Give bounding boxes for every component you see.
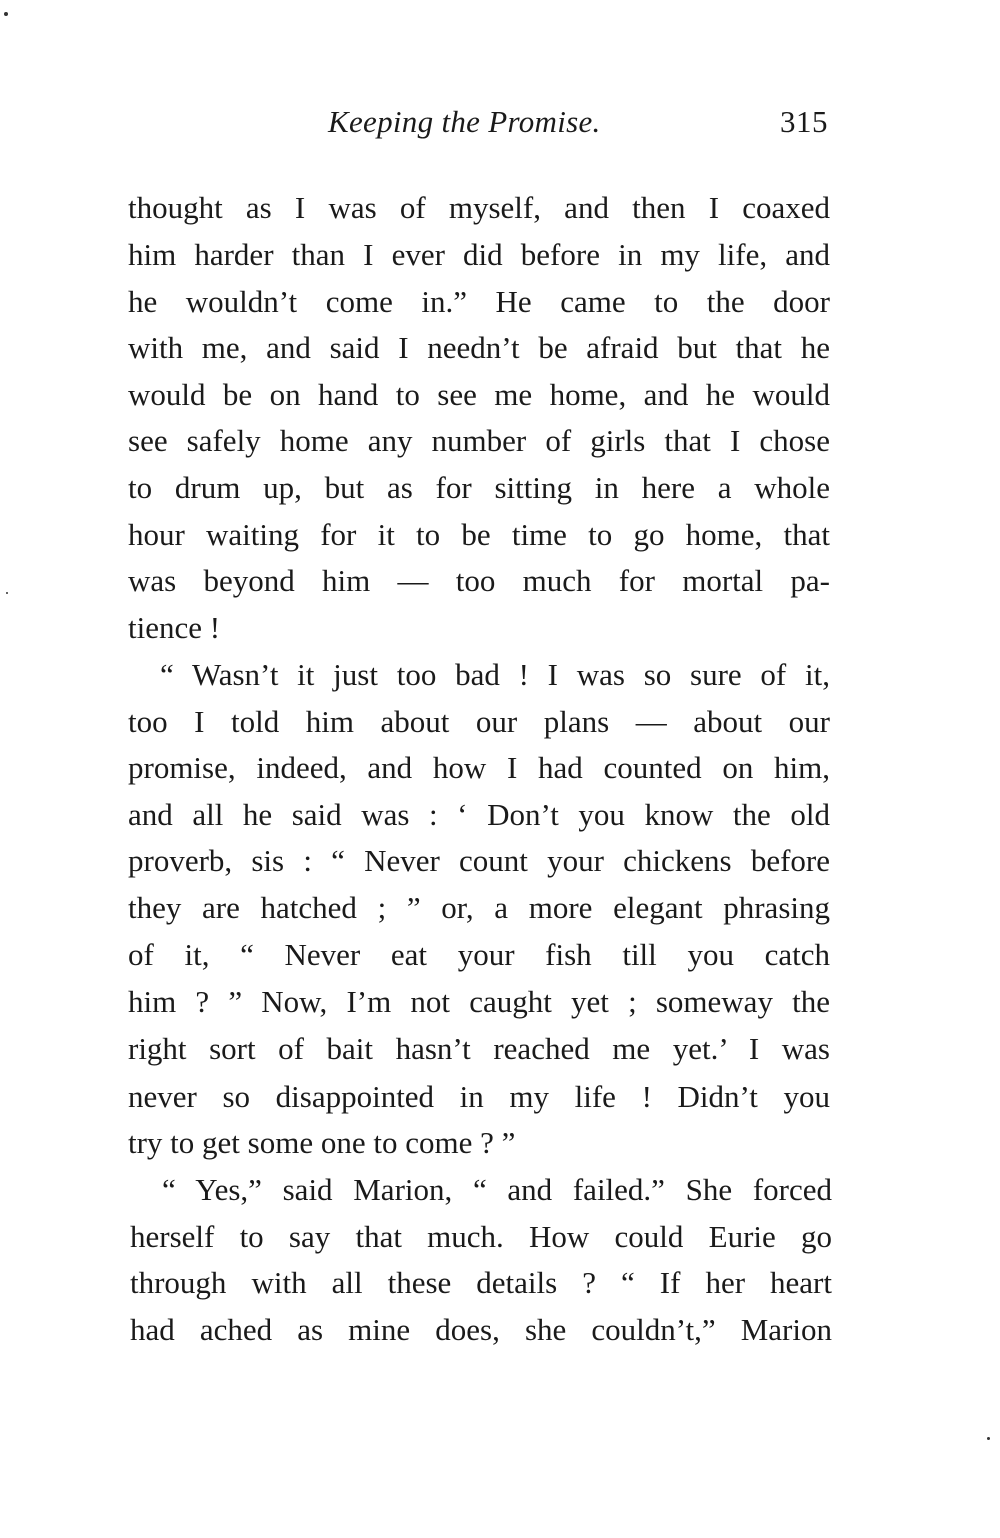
page-number: 315 bbox=[780, 104, 828, 139]
text-line: hour waiting for it to be time to go home, that bbox=[128, 517, 830, 552]
text-line: promise, indeed, and how I had counted on him, bbox=[128, 750, 830, 785]
running-header bbox=[128, 104, 830, 148]
running-title: Keeping the Promise. bbox=[328, 104, 601, 139]
text-line: see safely home any number of girls that I chose bbox=[128, 423, 830, 458]
text-line: tience ! bbox=[128, 610, 221, 645]
text-line: never so disappointed in my life ! Didn’t you bbox=[128, 1079, 830, 1114]
text-line: of it, “ Never eat your fish till you catch bbox=[128, 937, 830, 972]
text-line: through with all these details ? “ If her heart bbox=[130, 1265, 832, 1300]
scan-speck bbox=[4, 12, 8, 16]
text-line: had ached as mine does, she couldn’t,” Marion bbox=[130, 1312, 832, 1347]
scan-speck bbox=[6, 592, 8, 594]
text-line: him harder than I ever did before in my life, and bbox=[128, 237, 830, 272]
text-line: try to get some one to come ? ” bbox=[128, 1125, 516, 1160]
text-line: was beyond him — too much for mortal pa- bbox=[128, 563, 830, 598]
text-line: and all he said was : ‘ Don’t you know the old bbox=[128, 797, 830, 832]
text-line: they are hatched ; ” or, a more elegant phrasing bbox=[128, 890, 830, 925]
text-line: he wouldn’t come in.” He came to the door bbox=[128, 284, 830, 319]
text-line: too I told him about our plans — about our bbox=[128, 704, 830, 739]
text-line: him ? ” Now, I’m not caught yet ; someway the bbox=[128, 984, 830, 1019]
text-line: “ Wasn’t it just too bad ! I was so sure of it, bbox=[160, 657, 830, 692]
text-line: with me, and said I needn’t be afraid but that he bbox=[128, 330, 830, 365]
scan-speck bbox=[987, 1437, 990, 1440]
text-line: herself to say that much. How could Eurie go bbox=[130, 1219, 832, 1254]
text-line: proverb, sis : “ Never count your chickens before bbox=[128, 843, 830, 878]
text-line: “ Yes,” said Marion, “ and failed.” She forced bbox=[162, 1172, 832, 1207]
text-line: to drum up, but as for sitting in here a whole bbox=[128, 470, 830, 505]
text-line: right sort of bait hasn’t reached me yet.’ I was bbox=[128, 1031, 830, 1066]
text-line: thought as I was of myself, and then I coaxed bbox=[128, 190, 830, 225]
text-line: would be on hand to see me home, and he would bbox=[128, 377, 830, 412]
